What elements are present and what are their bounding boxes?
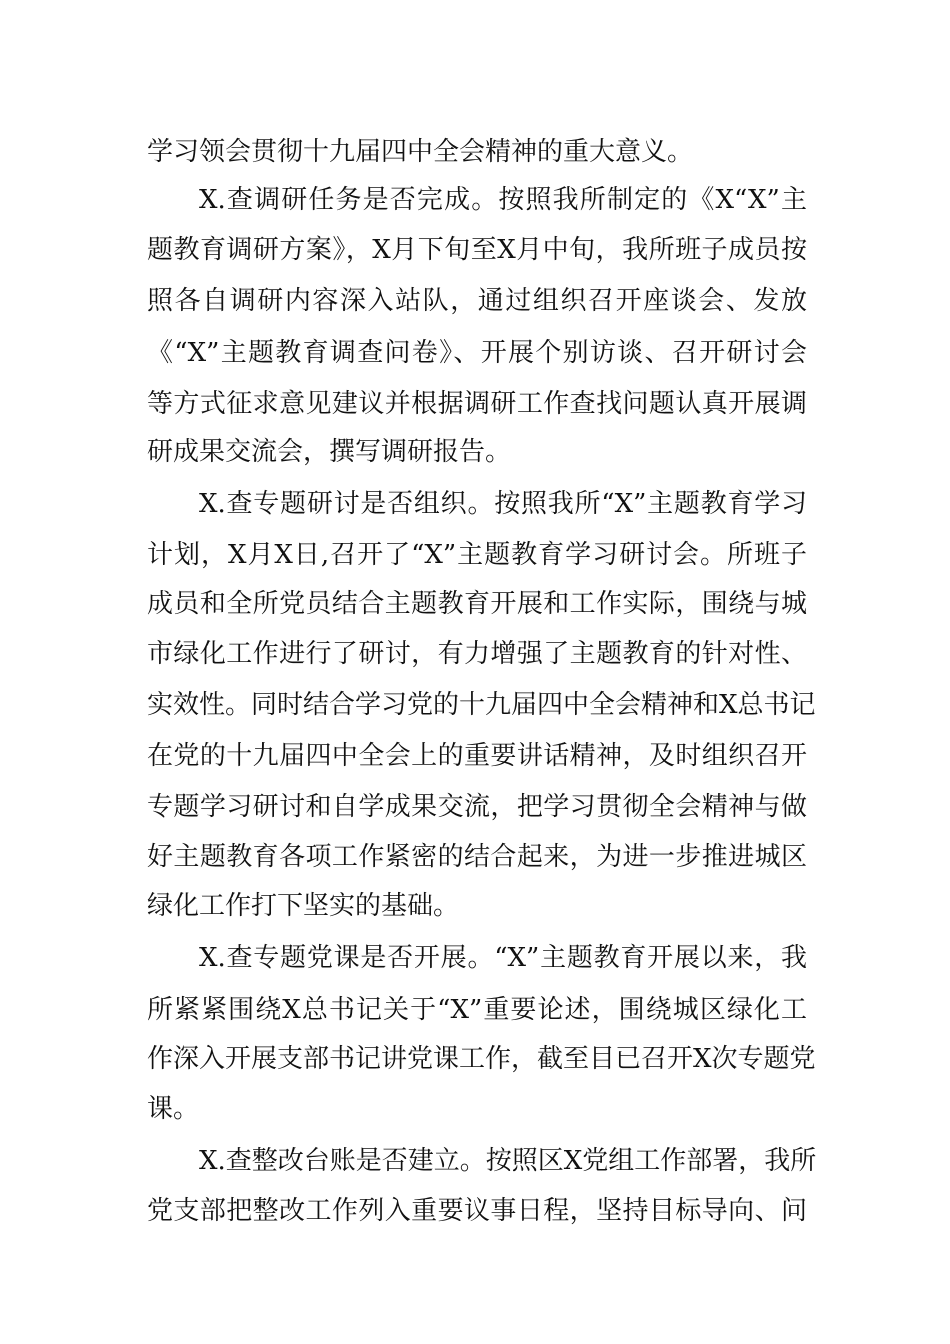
text-line: 在党的十九届四中全会上的重要讲话精神，及时组织召开 bbox=[147, 741, 807, 771]
text-line: 作深入开展支部书记讲党课工作，截至目已召开X次专题党 bbox=[147, 1044, 816, 1074]
text-line: 实效性。同时结合学习党的十九届四中全会精神和X总书记 bbox=[147, 690, 816, 720]
paragraph-first-line: X.查整改台账是否建立。按照区X党组工作部署，我所 bbox=[199, 1146, 817, 1176]
text-line: 照各自调研内容深入站队，通过组织召开座谈会、发放 bbox=[147, 286, 807, 316]
text-line: 等方式征求意见建议并根据调研工作查找问题认真开展调 bbox=[147, 389, 807, 419]
text-line: 研成果交流会，撰写调研报告。 bbox=[147, 437, 512, 467]
text-line: 好主题教育各项工作紧密的结合起来，为进一步推进城区 bbox=[147, 842, 807, 872]
text-line: 党支部把整改工作列入重要议事日程，坚持目标导向、问 bbox=[147, 1196, 807, 1226]
text-line: 题教育调研方案》，X月下旬至X月中旬，我所班子成员按 bbox=[147, 235, 807, 265]
text-line: 课。 bbox=[147, 1094, 200, 1124]
paragraph-first-line: X.查专题研讨是否组织。按照我所“X”主题教育学习 bbox=[199, 489, 807, 519]
paragraph-first-line: X.查调研任务是否完成。按照我所制定的《X“X”主 bbox=[199, 185, 807, 215]
text-line: 专题学习研讨和自学成果交流，把学习贯彻全会精神与做 bbox=[147, 792, 807, 822]
text-line: 成员和全所党员结合主题教育开展和工作实际，围绕与城 bbox=[147, 589, 807, 619]
text-line: 《“X”主题教育调查问卷》、开展个别访谈、召开研讨会 bbox=[147, 338, 807, 368]
text-line: 绿化工作打下坚实的基础。 bbox=[147, 891, 460, 921]
text-line: 所紧紧围绕X总书记关于“X”重要论述，围绕城区绿化工 bbox=[147, 995, 807, 1025]
text-line: 学习领会贯彻十九届四中全会精神的重大意义。 bbox=[147, 137, 694, 167]
text-line: 计划，X月X日,召开了“X”主题教育学习研讨会。所班子 bbox=[147, 540, 807, 570]
text-line: 市绿化工作进行了研讨，有力增强了主题教育的针对性、 bbox=[147, 639, 807, 669]
paragraph-first-line: X.查专题党课是否开展。“X”主题教育开展以来，我 bbox=[199, 943, 807, 973]
